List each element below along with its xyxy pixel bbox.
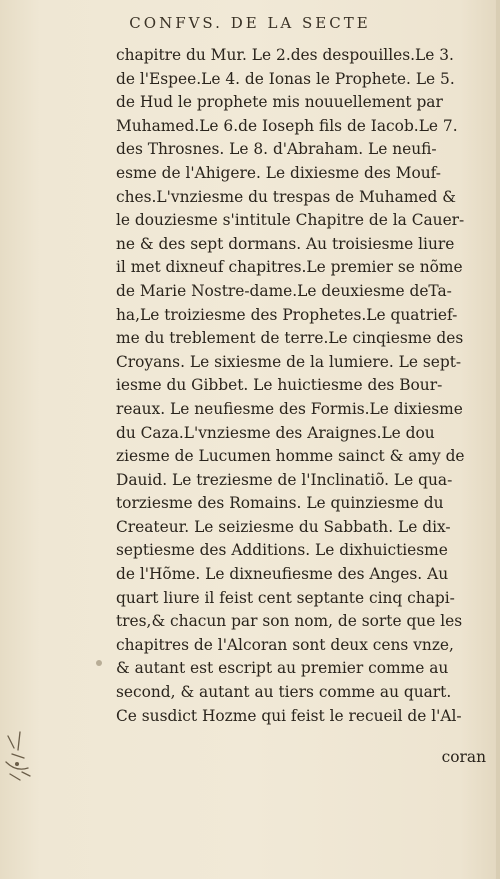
- text-line: chapitres de l'Alcoran sont deux cens vnze,: [116, 635, 454, 654]
- text-line: septiesme des Additions. Le dixhuictiesme: [116, 541, 448, 560]
- text-line: tres,& chacun par son nom, de sorte que les: [116, 612, 463, 631]
- page-edge: [496, 0, 500, 879]
- text-line: torziesme des Romains. Le quinziesme du: [116, 494, 444, 513]
- text-line: esme de l'Ahigere. Le dixiesme des Mouf-: [116, 163, 441, 182]
- text-line: de l'Hõme. Le dixneufiesme des Anges. Au: [116, 565, 449, 584]
- text-line: Muhamed.Le 6.de Ioseph fils de Iacob.Le 7.: [116, 116, 458, 135]
- body-text: [116, 44, 494, 728]
- margin-ornament-icon: [0, 728, 40, 788]
- text-line: il met dixneuf chapitres.Le premier se nõme: [116, 258, 463, 277]
- text-line: chapitre du Mur. Le 2.des despouilles.Le 3.: [116, 46, 454, 64]
- text-line: Croyans. Le sixiesme de la lumiere. Le sept-: [116, 352, 462, 371]
- text-line: Ce susdict Hozme qui feist le recueil de l'Al-: [116, 706, 462, 725]
- margin-mark: [96, 660, 102, 666]
- catchword: coran: [441, 748, 486, 766]
- text-line: Createur. Le seiziesme du Sabbath. Le dix-: [116, 517, 451, 536]
- text-line: le douziesme s'intitule Chapitre de la Cauer-: [116, 211, 465, 230]
- text-line: des Throsnes. Le 8. d'Abraham. Le neufi-: [116, 140, 437, 159]
- text-line: ches.L'vnziesme du trespas de Muhamed &: [116, 187, 456, 206]
- text-line: ha,Le troiziesme des Prophetes.Le quatrief-: [116, 305, 458, 324]
- text-line: Dauid. Le treziesme de l'Inclinatiõ. Le qua-: [116, 470, 453, 489]
- running-head: CONFVS. DE LA SECTE: [129, 14, 371, 32]
- text-line: & autant est escript au premier comme au: [116, 659, 449, 678]
- text-line: ziesme de Lucumen homme sainct & amy de: [116, 447, 465, 466]
- text-line: me du treblement de terre.Le cinqiesme des: [116, 329, 464, 348]
- text-line: reaux. Le neufiesme des Formis.Le dixiesme: [116, 399, 463, 418]
- text-line: quart liure il feist cent septante cinq chapi-: [116, 588, 455, 607]
- text-line: de Marie Nostre-dame.Le deuxiesme deTa-: [116, 281, 452, 300]
- text-line: de Hud le prophete mis nouuellement par: [116, 93, 443, 112]
- text-line: de l'Espee.Le 4. de Ionas le Prophete. Le 5.: [116, 69, 455, 88]
- text-line: second, & autant au tiers comme au quart.: [116, 683, 452, 702]
- text-line: ne & des sept dormans. Au troisiesme liure: [116, 234, 455, 253]
- text-line: iesme du Gibbet. Le huictiesme des Bour-: [116, 376, 443, 395]
- text-line: du Caza.L'vnziesme des Araignes.Le dou: [116, 423, 435, 442]
